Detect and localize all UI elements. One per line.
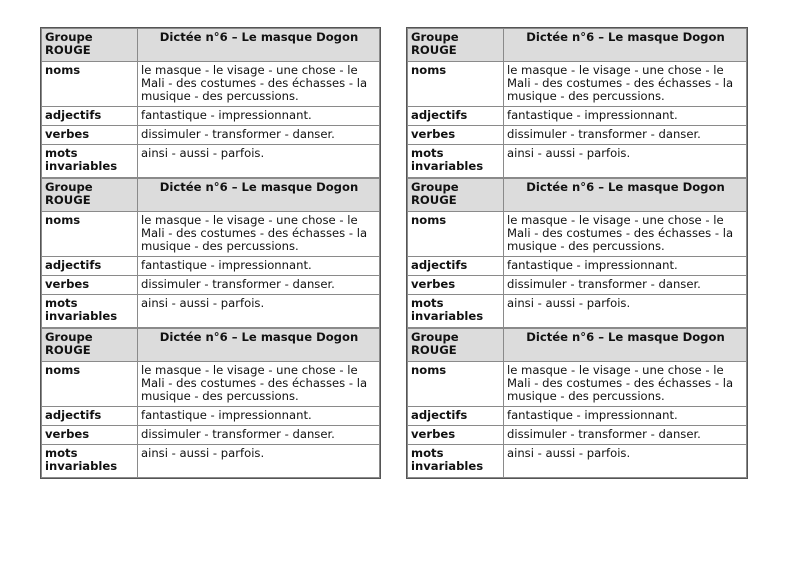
- table-row: [42, 212, 380, 257]
- row-value: le masque - le visage - une chose - le Mali - des costumes - des échasses - la musique - des percussions.: [138, 62, 380, 107]
- table-row: [42, 276, 380, 295]
- row-value: le masque - le visage - une chose - le Mali - des costumes - des échasses - la musique - des percussions.: [504, 362, 747, 407]
- table-row: [42, 445, 380, 478]
- group-label: Groupe ROUGE: [408, 29, 504, 62]
- row-value: dissimuler - transformer - danser.: [138, 276, 380, 295]
- table-row: [408, 212, 747, 257]
- table-row: [42, 126, 380, 145]
- row-value: fantastique - impressionnant.: [504, 407, 747, 426]
- row-label: adjectifs: [42, 407, 138, 426]
- card-header: [42, 329, 380, 362]
- card-header: [408, 179, 747, 212]
- table-row: [42, 145, 380, 178]
- row-value: ainsi - aussi - parfois.: [504, 445, 747, 478]
- table-row: [408, 145, 747, 178]
- dictation-card: [407, 178, 747, 328]
- table-row: [408, 426, 747, 445]
- table-row: [42, 62, 380, 107]
- card-title: Dictée n°6 – Le masque Dogon: [138, 329, 380, 362]
- row-value: dissimuler - transformer - danser.: [504, 276, 747, 295]
- card-title: Dictée n°6 – Le masque Dogon: [138, 179, 380, 212]
- row-value: le masque - le visage - une chose - le Mali - des costumes - des échasses - la musique - des percussions.: [504, 212, 747, 257]
- group-label: Groupe ROUGE: [42, 329, 138, 362]
- dictation-card: [41, 28, 380, 178]
- row-label: adjectifs: [42, 257, 138, 276]
- group-label: Groupe ROUGE: [42, 29, 138, 62]
- row-label: mots invariables: [408, 295, 504, 328]
- row-label: mots invariables: [42, 295, 138, 328]
- row-value: fantastique - impressionnant.: [504, 257, 747, 276]
- row-label: mots invariables: [408, 445, 504, 478]
- row-label: noms: [42, 362, 138, 407]
- row-label: adjectifs: [42, 107, 138, 126]
- row-label: verbes: [42, 426, 138, 445]
- card-stack-right: [406, 27, 748, 479]
- card-header: [42, 179, 380, 212]
- table-row: [42, 426, 380, 445]
- row-label: noms: [408, 362, 504, 407]
- table-row: [408, 445, 747, 478]
- table-row: [408, 407, 747, 426]
- table-row: [408, 257, 747, 276]
- row-label: verbes: [42, 126, 138, 145]
- row-label: verbes: [42, 276, 138, 295]
- row-value: fantastique - impressionnant.: [138, 407, 380, 426]
- card-header: [408, 329, 747, 362]
- dictation-card: [41, 178, 380, 328]
- card-header: [42, 29, 380, 62]
- table-row: [408, 276, 747, 295]
- table-row: [408, 62, 747, 107]
- dictation-card: [407, 28, 747, 178]
- table-row: [42, 107, 380, 126]
- table-row: [42, 257, 380, 276]
- row-value: ainsi - aussi - parfois.: [504, 295, 747, 328]
- left-column: [40, 27, 381, 479]
- row-label: mots invariables: [408, 145, 504, 178]
- card-title: Dictée n°6 – Le masque Dogon: [504, 29, 747, 62]
- row-label: adjectifs: [408, 407, 504, 426]
- row-label: noms: [42, 212, 138, 257]
- table-row: [408, 126, 747, 145]
- row-value: dissimuler - transformer - danser.: [504, 126, 747, 145]
- row-label: noms: [408, 62, 504, 107]
- row-label: mots invariables: [42, 145, 138, 178]
- card-title: Dictée n°6 – Le masque Dogon: [504, 179, 747, 212]
- card-title: Dictée n°6 – Le masque Dogon: [138, 29, 380, 62]
- row-value: ainsi - aussi - parfois.: [504, 145, 747, 178]
- card-stack-left: [40, 27, 381, 479]
- row-label: verbes: [408, 126, 504, 145]
- row-label: noms: [42, 62, 138, 107]
- row-value: fantastique - impressionnant.: [138, 257, 380, 276]
- row-value: ainsi - aussi - parfois.: [138, 145, 380, 178]
- row-value: dissimuler - transformer - danser.: [138, 126, 380, 145]
- row-value: ainsi - aussi - parfois.: [138, 295, 380, 328]
- table-row: [408, 295, 747, 328]
- row-value: le masque - le visage - une chose - le Mali - des costumes - des échasses - la musique - des percussions.: [138, 212, 380, 257]
- table-row: [42, 295, 380, 328]
- row-value: dissimuler - transformer - danser.: [504, 426, 747, 445]
- row-label: verbes: [408, 276, 504, 295]
- row-label: adjectifs: [408, 257, 504, 276]
- table-row: [42, 407, 380, 426]
- row-value: fantastique - impressionnant.: [138, 107, 380, 126]
- row-value: le masque - le visage - une chose - le Mali - des costumes - des échasses - la musique - des percussions.: [138, 362, 380, 407]
- row-value: fantastique - impressionnant.: [504, 107, 747, 126]
- row-label: verbes: [408, 426, 504, 445]
- card-title: Dictée n°6 – Le masque Dogon: [504, 329, 747, 362]
- row-label: noms: [408, 212, 504, 257]
- row-label: mots invariables: [42, 445, 138, 478]
- row-value: ainsi - aussi - parfois.: [138, 445, 380, 478]
- table-row: [408, 362, 747, 407]
- row-value: dissimuler - transformer - danser.: [138, 426, 380, 445]
- card-header: [408, 29, 747, 62]
- group-label: Groupe ROUGE: [408, 329, 504, 362]
- dictation-card: [41, 328, 380, 478]
- group-label: Groupe ROUGE: [408, 179, 504, 212]
- dictation-card: [407, 328, 747, 478]
- row-value: le masque - le visage - une chose - le Mali - des costumes - des échasses - la musique - des percussions.: [504, 62, 747, 107]
- group-label: Groupe ROUGE: [42, 179, 138, 212]
- right-column: [406, 27, 748, 479]
- table-row: [408, 107, 747, 126]
- row-label: adjectifs: [408, 107, 504, 126]
- table-row: [42, 362, 380, 407]
